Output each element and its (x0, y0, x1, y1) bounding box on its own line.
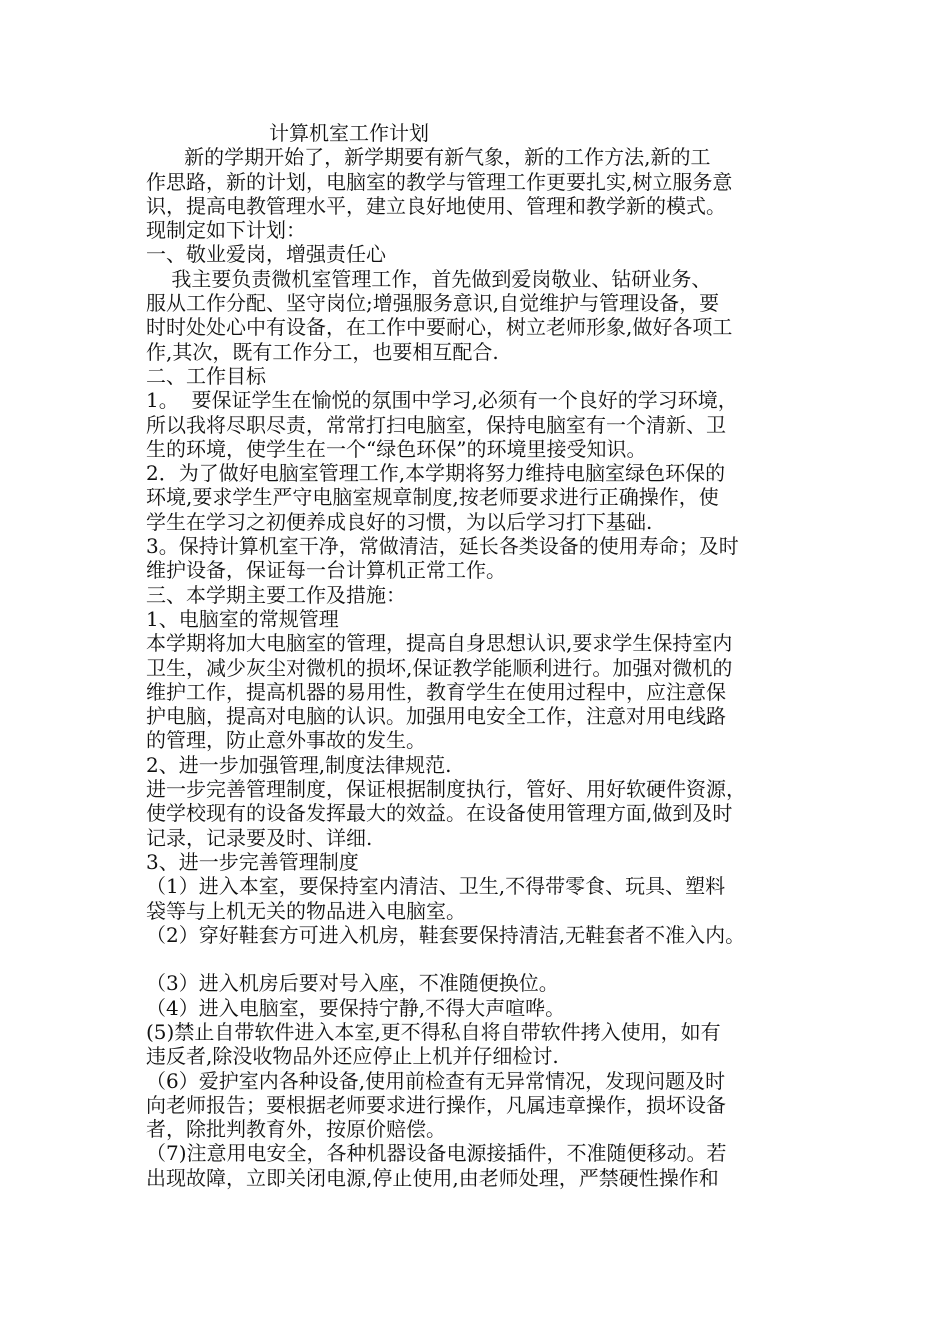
text-line: 维护设备，保证每一台计算机正常工作。 (146, 558, 506, 583)
text-line: 环境,要求学生严守电脑室规章制度,按老师要求进行正确操作，使 (146, 485, 719, 510)
text-line: 3、进一步完善管理制度 (146, 849, 359, 874)
text-line: 出现故障，立即关闭电源,停止使用,由老师处理，严禁硬性操作和 (146, 1165, 719, 1190)
text-line: 向老师报告；要根据老师要求进行操作，凡属违章操作，损坏设备 (146, 1092, 726, 1117)
text-line: (5)禁止自带软件进入本室,更不得私自将自带软件拷入使用，如有 (146, 1019, 721, 1044)
text-line: 违反者,除没收物品外还应停止上机并仔细检讨. (146, 1044, 559, 1069)
document-title: 计算机室工作计划 (269, 121, 429, 145)
text-line: 1、电脑室的常规管理 (146, 606, 339, 631)
text-line: 所以我将尽职尽责，常常打扫电脑室，保持电脑室有一个清新、卫 (146, 412, 726, 437)
text-line: 袋等与上机无关的物品进入电脑室。 (146, 898, 466, 923)
text-line: 三、本学期主要工作及措施： (146, 582, 406, 607)
text-line: 服从工作分配、坚守岗位;增强服务意识,自觉维护与管理设备，要 (146, 291, 720, 316)
text-line: 护电脑，提高对电脑的认识。加强用电安全工作，注意对用电线路 (146, 704, 726, 729)
text-line: （1）进入本室，要保持室内清洁、卫生,不得带零食、玩具、塑料 (146, 874, 726, 899)
text-line: 作思路，新的计划，电脑室的教学与管理工作更要扎实,树立服务意 (146, 169, 733, 194)
document-page (146, 121, 810, 1190)
text-line: 现制定如下计划： (146, 218, 306, 243)
text-line: 使学校现有的设备发挥最大的效益。在设备使用管理方面,做到及时 (146, 801, 733, 826)
text-line: （7)注意用电安全，各种机器设备电源接插件，不准随便移动。若 (146, 1141, 727, 1166)
text-line: 二、工作目标 (146, 363, 266, 388)
text-line: 生的环境，使学生在一个“绿色环保”的环境里接受知识。 (146, 436, 647, 461)
text-line: 新的学期开始了，新学期要有新气象，新的工作方法,新的工 (146, 145, 711, 170)
text-line: （2）穿好鞋套方可进入机房，鞋套要保持清洁,无鞋套者不准入内。 (146, 922, 746, 947)
text-line: （6）爱护室内各种设备,使用前检查有无异常情况，发现问题及时 (146, 1068, 726, 1093)
text-line: 2．为了做好电脑室管理工作,本学期将努力维持电脑室绿色环保的 (146, 461, 726, 486)
text-line: 维护工作，提高机器的易用性，教育学生在使用过程中，应注意保 (146, 679, 726, 704)
text-line: 的管理，防止意外事故的发生。 (146, 728, 426, 753)
blank-line (146, 947, 810, 971)
text-line: 进一步完善管理制度，保证根据制度执行，管好、用好软硬件资源， (146, 777, 746, 802)
text-line: 作,其次，既有工作分工，也要相互配合. (146, 339, 499, 364)
text-line: （4）进入电脑室，要保持宁静,不得大声喧哗。 (146, 995, 566, 1020)
text-line: 我主要负责微机室管理工作，首先做到爱岗敬业、钻研业务、 (146, 266, 712, 291)
text-line: 识，提高电教管理水平，建立良好地使用、管理和教学新的模式。 (146, 193, 726, 218)
text-line: 卫生，减少灰尘对微机的损坏,保证教学能顺利进行。加强对微机的 (146, 655, 733, 680)
text-line: （3）进入机房后要对号入座，不准随便换位。 (146, 971, 559, 996)
text-line: 学生在学习之初便养成良好的习惯，为以后学习打下基础. (146, 509, 653, 534)
text-line: 记录，记录要及时、详细. (146, 825, 373, 850)
document-body (146, 145, 810, 1190)
text-line: 一、敬业爱岗，增强责任心 (146, 242, 386, 267)
text-line: 2、进一步加强管理,制度法律规范. (146, 752, 452, 777)
text-line: 1。 要保证学生在愉悦的氛围中学习,必须有一个良好的学习环境， (146, 388, 738, 413)
text-line: 3。保持计算机室干净，常做清洁，延长各类设备的使用寿命；及时 (146, 534, 739, 559)
text-line: 时时处处心中有设备，在工作中要耐心，树立老师形象,做好各项工 (146, 315, 733, 340)
text-line: 本学期将加大电脑室的管理，提高自身思想认识,要求学生保持室内 (146, 631, 733, 656)
text-line: 者，除批判教育外，按原价赔偿。 (146, 1117, 446, 1142)
